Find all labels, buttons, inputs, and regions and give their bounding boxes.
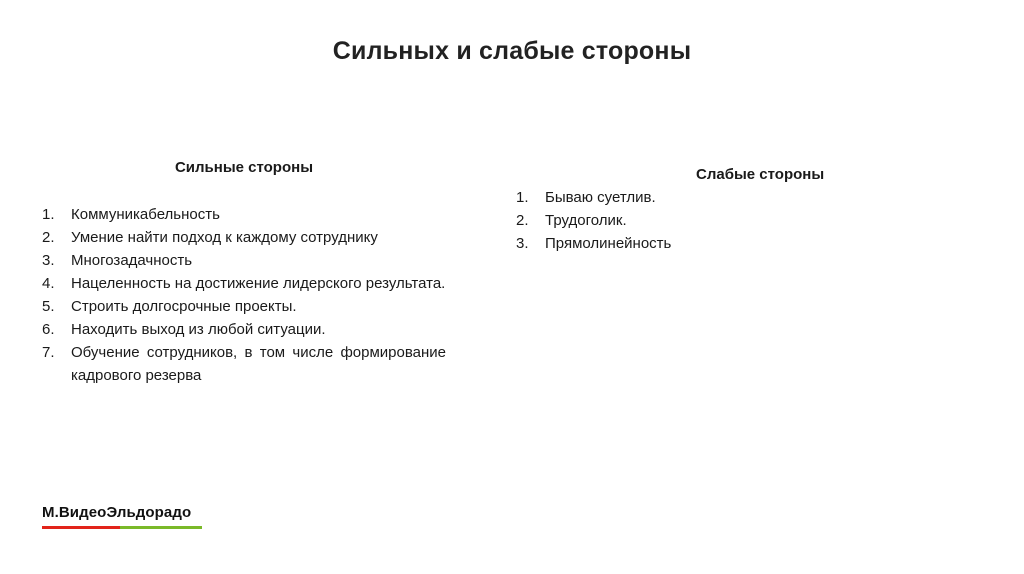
logo-bar-red [42,526,120,529]
item-text: Обучение сотрудников, в том числе формирование кадрового резерва [71,344,446,384]
item-number: 6. [42,321,55,338]
weaknesses-column [516,164,896,255]
item-number: 1. [42,206,55,223]
item-text: Коммуникабельность [71,206,220,223]
item-text: Прямолинейность [545,235,672,252]
logo-color-bar [42,526,202,529]
slide-title: Сильных и слабые стороны [332,37,692,65]
item-number: 4. [42,275,55,292]
item-text: Умение найти подход к каждому сотруднику [71,229,378,246]
list-item [42,341,446,387]
item-number: 5. [42,298,55,315]
list-item [516,209,896,232]
weaknesses-list [516,186,896,255]
list-item [516,186,896,209]
strengths-heading: Сильные стороны [174,159,314,176]
item-number: 3. [42,252,55,269]
item-text: Многозадачность [71,252,193,269]
item-text: Находить выход из любой ситуации. [71,321,326,338]
item-number: 3. [516,235,529,252]
list-item [42,295,446,318]
logo-bar-green [120,526,202,529]
brand-logo [42,503,202,529]
logo-text: М.ВидеоЭльдорадо [42,504,192,521]
item-number: 7. [42,344,55,361]
item-text: Нацеленность на достижение лидерского результата. [71,275,446,292]
list-item [516,232,896,255]
list-item [42,272,446,295]
item-number: 1. [516,189,529,206]
list-item [42,318,446,341]
item-number: 2. [516,212,529,229]
item-text: Трудоголик. [545,212,627,229]
item-text: Строить долгосрочные проекты. [71,298,297,315]
item-number: 2. [42,229,55,246]
list-item [42,226,446,249]
strengths-column [42,157,446,387]
list-item [42,203,446,226]
item-text: Бываю суетлив. [545,189,656,206]
weaknesses-heading: Слабые стороны [696,166,825,183]
list-item [42,249,446,272]
strengths-list [42,203,446,387]
